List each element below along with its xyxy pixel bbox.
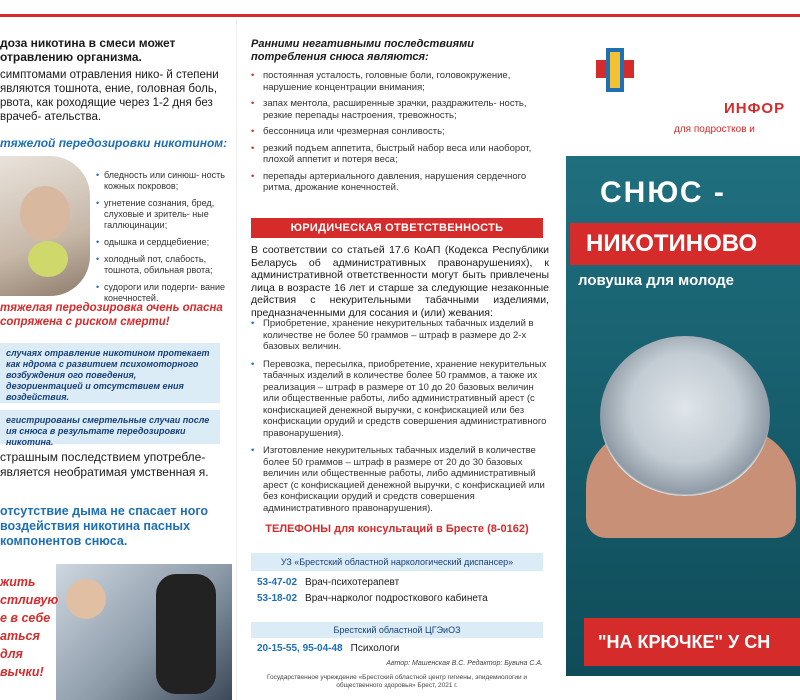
legal-title-bar: ЮРИДИЧЕСКАЯ ОТВЕТСТВЕННОСТЬ <box>251 218 543 238</box>
symptom-item: • судороги или подерги‑ вание конечностей. <box>96 282 232 304</box>
dispensary-name: УЗ «Брестский областной наркологический диспансер» <box>251 553 543 571</box>
law-text: В соответствии со статьей 17.6 КоАП (Кодекса Республики Беларусь об административных правонарушениях), к административной ответственности могут быть привлечены лица в возрасте 16 лет и старше за следующие незаконные действия с некурительными табачными изделиями, предназначенными для сосания и (или) жевания: <box>251 244 549 319</box>
panel-middle <box>236 18 556 700</box>
info-title: ИНФОР <box>724 100 786 117</box>
teens-photo <box>56 564 232 700</box>
cover-subtitle: ловушка для молоде <box>578 272 735 289</box>
phone-number[interactable]: 53-18-02 <box>257 593 298 604</box>
phone-row <box>257 642 547 655</box>
effect-item: • бессонница или чрезмерная сонливость; <box>251 126 551 138</box>
effect-item: • перепады артериального давления, нарушения сердечного ритма, дрожание конечностей. <box>251 171 551 194</box>
effect-item: • постоянная усталость, головные боли, головокружение, нарушение концентрации внимания; <box>251 70 551 93</box>
overdose-heading: тяжелой передозировки никотином: <box>0 136 228 150</box>
cover-title-snus: СНЮС - <box>600 176 726 209</box>
info-subtitle: для подростков и <box>674 124 755 135</box>
photo-head <box>20 186 70 241</box>
poisoning-symptoms-text: симптомами отравления нико‑ й степени являются тошнота, ение, головная боль, рвота, как роходящие через 1-2 дня без врачеб‑ ательства. <box>0 69 219 123</box>
overdose-photo <box>0 156 90 296</box>
penalty-item: • Перевозка, пересылка, приобретение, хранение некурительных табачных изделий в количестве более 50 граммов, а также их реализация – штраф в размере от 10 до 20 базовых величин или общественные работы, либо административный арест (с конфискацией денежной выручки, с конфискацией или без конфискации орудий и средств совершения административного правонарушения). <box>251 359 549 440</box>
panel-left <box>0 18 236 700</box>
call-to-action: жить стливую е в себе аться для вычки! <box>0 575 59 679</box>
phone-row <box>257 592 547 605</box>
cover-title-nicotine: НИКОТИНОВО <box>570 223 800 265</box>
early-effects-list <box>251 70 551 199</box>
photo-bag <box>28 241 68 277</box>
early-effects-heading: Ранними негативными последствиями потребления снюса являются: <box>251 38 474 63</box>
nicotine-dose-text: доза никотина в смеси может отравлению организма. <box>0 36 176 64</box>
phone-label: Врач-психотерапевт <box>305 577 400 588</box>
phone-number[interactable]: 53-47-02 <box>257 577 298 588</box>
phone-label: Психологи <box>350 643 400 654</box>
overdose-symptoms-list <box>96 170 232 310</box>
phones-title: ТЕЛЕФОНЫ для консультаций в Бресте (8-0162) <box>265 523 529 535</box>
psychomotor-info-box: случаях отравление никотином протекает как ндрома с развитием психомоторного возбуждения ого поведения, дезориентацией и отсутствием ения воздействия. <box>0 343 220 403</box>
effect-item: • резкий подъем аппетита, быстрый набор веса или наоборот, плохой аппетит и потеря веса; <box>251 143 551 166</box>
organization-logo-icon <box>594 46 636 94</box>
top-red-line <box>0 14 800 17</box>
penalty-item: • Приобретение, хранение некурительных табачных изделий в количестве не более 50 граммов – штраф в размере до 2-х базовых величин. <box>251 318 549 353</box>
photo-teen-1 <box>66 579 106 619</box>
phone-label: Врач-нарколог подросткового кабинета <box>305 593 488 604</box>
fatal-cases-box: егистрированы смертельные случаи после ия снюса в результате передозировки никотина. <box>0 410 220 444</box>
hook-banner: "НА КРЮЧКЕ" У СН <box>584 618 800 666</box>
panel-cover <box>556 18 800 700</box>
no-smoke-text: отсутствие дыма не спасает ного воздействия никотина пасных компонентов снюса. <box>0 504 209 548</box>
penalties-list <box>251 318 549 520</box>
overdose-warning: тяжелая передозировка очень опасна сопряжена с риском смерти! <box>0 302 223 328</box>
symptom-item: • бледность или синюш‑ ность кожных покровов; <box>96 170 232 192</box>
symptom-item: • угнетение сознания, бред, слуховые и зритель‑ ные галлюцинации; <box>96 198 232 231</box>
phone-row <box>257 576 547 589</box>
snus-jar-image <box>600 336 770 496</box>
photo-teen-2 <box>156 574 216 694</box>
authors: Автор: Машенская В.С. Редактор: Бувина С.А. <box>386 660 543 667</box>
phone-number[interactable]: 20-15-55, 95-04-48 <box>257 643 343 654</box>
cgeioz-name: Брестский областной ЦГЭиОЗ <box>251 622 543 638</box>
effect-item: • запах ментола, расширенные зрачки, раздражитель‑ ность, резкие перепады настроения, тревожность; <box>251 98 551 121</box>
symptom-item: • холодный пот, слабость, тошнота, обильная рвота; <box>96 254 232 276</box>
publisher: Государственное учреждение «Брестский областной центр гигиены, эпидемиологии и общественного здоровья» Брест, 2021 г. <box>266 674 528 689</box>
penalty-item: • Изготовление некурительных табачных изделий в количестве более 50 граммов – штраф в размере от 20 до 30 базовых величин или общественные работы, либо административный арест (с конфискацией денежной выручки, с конфискацией или без конфискации орудий и средств совершения административного правонарушения). <box>251 445 549 514</box>
consequence-text: страшным последствием употребле‑ является необратимая умственная я. <box>0 450 209 479</box>
symptom-item: • одышка и сердцебиение; <box>96 237 232 248</box>
top-band <box>0 0 800 10</box>
